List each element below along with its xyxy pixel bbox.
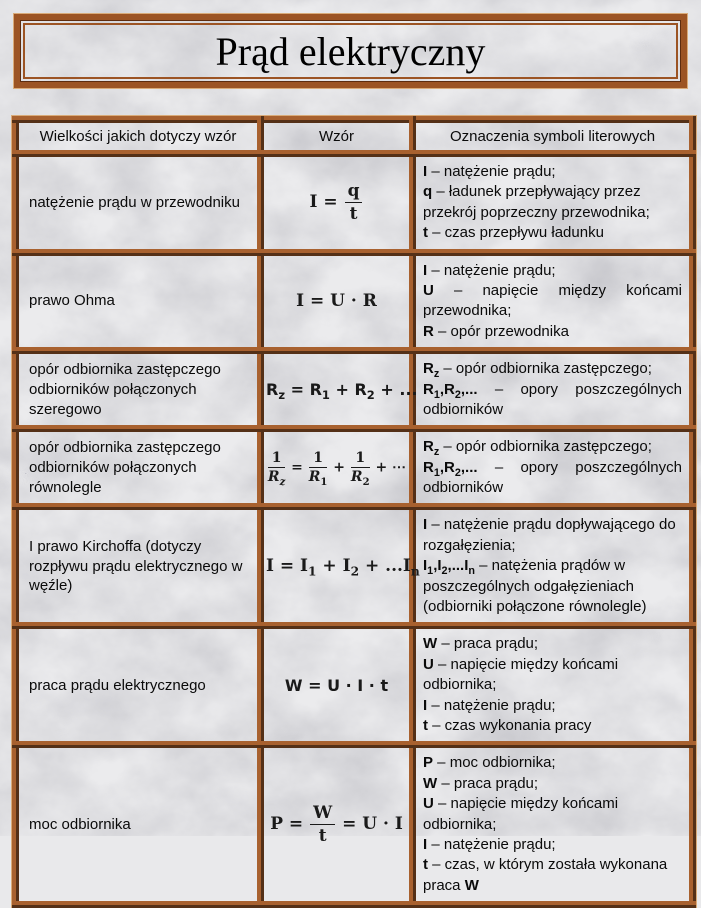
symbol-line	[423, 835, 682, 855]
formula	[266, 803, 407, 846]
table-row	[16, 429, 693, 507]
symbol-segment: R	[444, 380, 455, 398]
symbol-segment: q	[423, 183, 433, 201]
formula-token: n	[410, 564, 420, 579]
formula-token: =	[286, 459, 308, 476]
symbol-segment: – opór odbiornika zastępczego;	[439, 360, 652, 378]
fraction	[310, 803, 335, 846]
symbol-line	[423, 322, 682, 342]
symbol-line	[423, 458, 682, 499]
symbol-segment: P	[423, 754, 434, 772]
quantity-cell: opór odbiornika zastępczego odbiorników połączonych szeregowo	[16, 351, 261, 429]
symbols-cell	[410, 507, 693, 626]
symbol-segment: ,...	[460, 458, 478, 476]
symbol-segment: U	[423, 795, 434, 813]
symbol-segment: U	[423, 655, 434, 673]
symbol-segment: 2	[454, 388, 461, 401]
symbol-segment: – praca prądu;	[437, 635, 539, 653]
formula-cell	[261, 154, 413, 253]
symbol-line	[423, 515, 682, 556]
formula-cell	[261, 507, 420, 626]
table-row	[16, 507, 693, 626]
symbol-segment: R	[423, 360, 434, 378]
symbol-segment: – czas wykonania pracy	[428, 716, 592, 734]
quantity-cell: natężenie prądu w przewodniku	[16, 154, 261, 253]
numerator	[345, 181, 363, 203]
quantity-cell: prawo Ohma	[16, 252, 261, 351]
symbol-segment: 1	[433, 466, 440, 479]
formula-token: 1	[321, 388, 330, 403]
symbol-segment: z	[433, 368, 440, 381]
symbol-line	[423, 162, 682, 182]
header-symbols: Oznaczenia symboli literowych	[413, 120, 693, 154]
formula-token: R	[266, 380, 279, 400]
symbol-segment: – natężenia prądów w poszczególnych odgałęzieniach (odbiorniki połączone równolegle)	[423, 557, 647, 616]
symbol-segment: 1	[433, 388, 440, 401]
symbol-segment: – opór przewodnika	[433, 322, 569, 340]
symbols-cell	[413, 626, 693, 745]
formula-token: 1	[271, 450, 282, 467]
symbol-segment: – natężenie prądu;	[427, 163, 556, 180]
formula-token: = U · I	[336, 814, 403, 835]
symbol-segment: – ładunek przepływający przez przekrój poprzeczny przewodnika;	[423, 183, 650, 221]
symbol-line	[423, 437, 682, 457]
symbol-segment: – opory poszczególnych odbiorników	[423, 380, 682, 418]
formula-token: + ⋯	[370, 459, 407, 476]
formula-token: 2	[366, 388, 375, 403]
symbol-segment: R	[423, 458, 434, 476]
symbol-segment: t	[423, 856, 428, 874]
formula-token: I =	[309, 192, 344, 213]
numerator	[310, 803, 335, 825]
symbol-segment: R	[423, 322, 434, 340]
formula-token: 1	[308, 564, 317, 579]
numerator	[309, 450, 328, 468]
symbol-line	[423, 774, 682, 794]
symbol-line	[423, 855, 682, 896]
formula-token: P =	[270, 814, 310, 835]
denominator	[267, 468, 286, 489]
symbols-cell	[413, 351, 693, 429]
formula-token: 1	[320, 477, 328, 489]
formula	[266, 380, 418, 403]
formula-token: + ...I	[359, 556, 411, 577]
quantity-cell: moc odbiornika	[16, 745, 261, 905]
symbol-line	[423, 281, 682, 322]
quantity-cell: praca prądu elektrycznego	[16, 626, 261, 745]
symbol-segment: I	[423, 696, 428, 714]
symbol-line	[423, 794, 682, 835]
symbol-segment: ,	[439, 458, 445, 476]
denominator	[350, 468, 370, 489]
header-quantity: Wielkości jakich dotyczy wzór	[16, 120, 261, 154]
symbol-segment: – czas przepływu ładunku	[428, 224, 604, 242]
formula-token: I = I	[266, 556, 308, 577]
table-row	[16, 626, 693, 745]
formula-token: 2	[362, 477, 370, 489]
symbol-line	[423, 359, 682, 379]
symbol-segment: t	[423, 224, 428, 242]
symbol-segment: 1	[427, 565, 434, 578]
formula-token: + I	[316, 556, 351, 577]
fraction	[350, 450, 370, 489]
formula-cell	[261, 429, 413, 507]
table-body	[16, 154, 693, 905]
symbol-segment: – natężenie prądu;	[427, 835, 556, 853]
header-row	[16, 120, 693, 154]
symbol-line	[423, 655, 682, 696]
symbol-line	[423, 634, 682, 654]
fraction	[308, 450, 328, 489]
formula-cell	[261, 351, 418, 429]
formula-token: = R	[285, 380, 322, 400]
formula-token: t	[318, 826, 327, 847]
formula-token: q	[347, 181, 360, 202]
title-inner-frame	[23, 23, 678, 79]
numerator	[268, 450, 285, 468]
quantity-cell: I prawo Kirchoffa (dotyczy rozpływu prądu elektrycznego w węźle)	[16, 507, 261, 626]
table-row	[16, 154, 693, 253]
symbol-line	[423, 696, 682, 716]
numerator	[351, 450, 370, 468]
fraction	[345, 181, 363, 224]
symbol-segment: – czas, w którym została wykonana praca	[423, 856, 668, 894]
table-row	[16, 745, 693, 905]
title-box	[14, 14, 687, 88]
symbol-segment: – praca prądu;	[437, 774, 539, 792]
denominator	[345, 203, 363, 224]
formula-token: +	[328, 459, 350, 476]
symbol-segment: ,...I	[447, 557, 469, 575]
symbol-segment: – natężenie prądu;	[427, 696, 556, 714]
symbol-segment: z	[433, 446, 440, 459]
denominator	[308, 468, 328, 489]
symbol-segment: – moc odbiornika;	[433, 754, 556, 772]
symbol-segment: U	[423, 281, 434, 299]
symbol-segment: – opór odbiornika zastępczego;	[439, 438, 652, 456]
formula-token: z	[279, 477, 286, 489]
symbol-segment: W	[464, 876, 479, 894]
symbol-line	[423, 261, 682, 281]
table-row	[16, 351, 693, 429]
symbol-line	[423, 182, 682, 223]
formula	[266, 181, 407, 224]
formula-token: I = U · R	[296, 291, 377, 312]
symbol-segment: R	[423, 380, 434, 398]
formula-table	[12, 116, 696, 908]
symbol-segment: – napięcie między końcami odbiornika;	[423, 795, 619, 833]
formula	[266, 450, 407, 489]
formula-token: + R	[329, 380, 367, 400]
formula-token: R	[350, 469, 363, 486]
formula-token: R	[308, 469, 321, 486]
page-title: Prąd elektryczny	[215, 28, 486, 74]
table-header	[16, 120, 693, 154]
formula	[266, 676, 407, 695]
symbol-segment: W	[423, 635, 438, 653]
symbol-line	[423, 380, 682, 421]
formula-token: W = U · I · t	[284, 675, 389, 695]
symbols-cell	[413, 429, 693, 507]
symbol-segment: I	[437, 557, 442, 575]
symbol-line	[423, 753, 682, 773]
formula	[266, 291, 407, 311]
symbol-segment: I	[423, 261, 428, 279]
symbol-segment: ,	[433, 557, 438, 575]
symbol-segment: t	[423, 716, 428, 734]
symbol-segment: I	[423, 516, 428, 534]
formula-token: R	[267, 469, 280, 486]
symbol-segment: n	[468, 565, 475, 578]
symbol-segment: – natężenie prądu dopływającego do rozgałęzienia;	[423, 516, 676, 554]
symbol-segment: I	[423, 163, 428, 180]
formula-token: + ...	[374, 380, 418, 400]
symbol-segment: – natężenie prądu;	[427, 261, 556, 279]
formula-cell	[261, 745, 413, 905]
formula-token: 2	[350, 564, 360, 579]
symbol-segment: ,	[439, 380, 445, 398]
formula-token: 1	[355, 450, 366, 467]
symbol-line	[423, 223, 682, 243]
symbol-segment: R	[423, 438, 434, 456]
formula-cell	[261, 626, 413, 745]
symbol-line	[423, 556, 682, 617]
symbol-segment: 2	[454, 466, 461, 479]
formula-cell	[261, 252, 413, 351]
symbols-cell	[413, 252, 693, 351]
symbols-cell	[413, 745, 693, 905]
fraction	[267, 450, 286, 489]
header-formula: Wzór	[261, 120, 413, 154]
symbol-segment: W	[423, 774, 438, 792]
formula-token: 1	[313, 450, 323, 467]
quantity-cell: opór odbiornika zastępczego odbiorników połączonych równolegle	[16, 429, 261, 507]
symbol-segment: I	[423, 557, 428, 575]
symbol-segment: – opory poszczególnych odbiorników	[423, 458, 682, 497]
symbols-cell	[413, 154, 693, 253]
symbol-segment: I	[423, 835, 428, 853]
symbol-segment: 2	[441, 565, 448, 578]
formula-token: z	[278, 388, 286, 403]
symbol-segment: – napięcie między końcami odbiornika;	[423, 655, 619, 694]
table-row	[16, 252, 693, 351]
formula-token: t	[349, 204, 358, 225]
symbol-segment: ,...	[460, 380, 478, 398]
symbol-segment: R	[444, 458, 455, 476]
symbol-segment: – napięcie między końcami przewodnika;	[423, 281, 682, 320]
symbol-line	[423, 716, 682, 736]
formula	[266, 556, 420, 579]
formula-token: W	[313, 803, 333, 824]
